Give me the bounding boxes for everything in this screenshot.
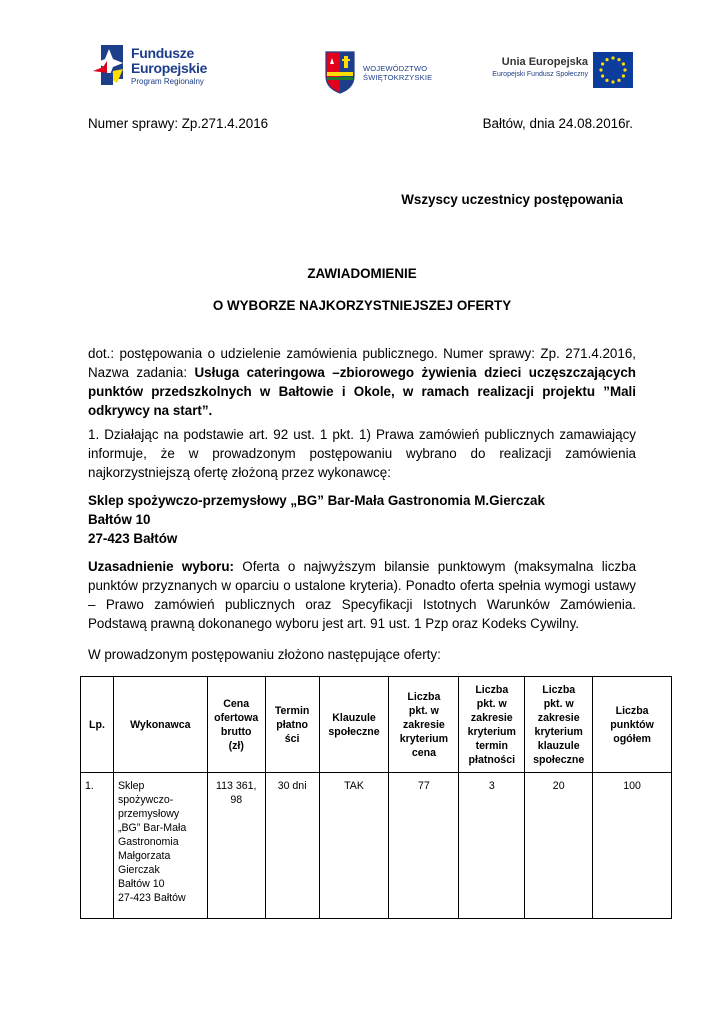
- cell-pts-social: 20: [525, 773, 593, 919]
- header-pts-price: [389, 677, 459, 773]
- justification-line2: punktów przyznanych w oparciu o ustalone kryteria). Ponadto oferta spełnia wymogi ustawy: [88, 578, 636, 593]
- header-pts-term-l1: Liczba: [475, 683, 509, 696]
- contractor-l1: Sklep: [117, 780, 145, 792]
- header-social-l2: społeczne: [328, 725, 380, 738]
- table-header-row: [81, 677, 672, 773]
- justification-line4: Podstawą prawną dokonanego wyboru jest art. 91 ust. 1 Pzp oraz Kodeks Cywilny.: [88, 616, 580, 631]
- notice-subtitle: O WYBORZE NAJKORZYSTNIEJSZEJ OFERTY: [212, 298, 512, 313]
- cell-pts-term: 3: [459, 773, 525, 919]
- sw-logo-line2: ŚWIĘTOKRZYSKIE: [363, 73, 433, 82]
- header-pts-term: [459, 677, 525, 773]
- header-term: [265, 677, 319, 773]
- cell-social: TAK: [319, 773, 389, 919]
- header-pts-term-l5: termin: [475, 739, 508, 752]
- price-l1: 113 361,: [215, 780, 257, 792]
- header-pts-total-l2: punktów: [610, 718, 654, 731]
- header-term-l1: Termin: [274, 704, 310, 717]
- header-pts-total: [593, 677, 672, 773]
- wojewodztwo-logo: [325, 50, 435, 96]
- price-l2: 98: [230, 794, 243, 806]
- header-pts-term-l3: zakresie: [470, 711, 513, 724]
- eu-logo-text: [478, 56, 588, 80]
- justification-paragraph: [88, 557, 636, 633]
- header-price-l4: (zł): [228, 739, 244, 752]
- contractor-l4: „BG” Bar-Mała: [117, 822, 187, 834]
- contractor-l6: Małgorzata: [117, 850, 171, 862]
- cell-contractor: [113, 773, 207, 919]
- header-pts-term-l2: pkt. w: [476, 697, 507, 710]
- task-name-label: Nazwa zadania:: [88, 365, 195, 380]
- header-contractor: Wykonawca: [113, 677, 207, 773]
- logo-bar: [88, 40, 633, 100]
- justification-label: Uzasadnienie wyboru:: [88, 559, 234, 574]
- point1-line2: informuje, że w prowadzonym postępowaniu wybrano do realizacji zamówienia: [88, 446, 636, 461]
- winner-block: [88, 491, 636, 548]
- point1-line3: najkorzystniejszą ofertę złożoną przez wykonawcę:: [88, 465, 391, 480]
- header-price: [207, 677, 265, 773]
- table-row: [81, 773, 672, 919]
- fe-logo-line3: Program Regionalny: [131, 77, 204, 86]
- fe-star-mark-icon: [93, 43, 127, 87]
- winner-name: Sklep spożywczo-przemysłowy „BG” Bar-Mała Gastronomia M.Gierczak: [88, 493, 545, 508]
- header-pts-social-l2: pkt. w: [543, 697, 574, 710]
- header-pts-social-l6: społeczne: [533, 753, 585, 766]
- sw-logo-line1: WOJEWÓDZTWO: [363, 64, 428, 73]
- addressee: Wszyscy uczestnicy postępowania: [401, 192, 623, 207]
- offers-intro: W prowadzonym postępowaniu złożono następujące oferty:: [88, 647, 441, 662]
- point1-paragraph: [88, 425, 636, 482]
- subject-line1: dot.: postępowania o udzielenie zamówienia publicznego. Numer sprawy: Zp. 271.4.2016,: [88, 346, 636, 361]
- fe-logo-text: [131, 46, 207, 88]
- contractor-l8: Bałtów 10: [117, 878, 165, 890]
- header-price-l3: brutto: [220, 725, 252, 738]
- header-lp: Lp.: [81, 677, 114, 773]
- place-date: Bałtów, dnia 24.08.2016r.: [482, 116, 633, 131]
- justification-line3: – Prawo zamówień publicznych oraz Specyfikacji Istotnych Warunków Zamówienia.: [88, 597, 636, 612]
- coat-of-arms-icon: [325, 50, 355, 94]
- case-number: Numer sprawy: Zp.271.4.2016: [88, 116, 269, 131]
- header-term-l3: ści: [284, 732, 300, 745]
- notice-title: ZAWIADOMIENIE: [307, 266, 417, 281]
- subject-line2: [88, 363, 636, 382]
- justification-line1: [88, 557, 636, 576]
- fe-logo-line1: Fundusze: [131, 45, 194, 61]
- justification-line1-rest: Oferta o najwyższym bilansie punktowym (maksymalna liczba: [233, 559, 637, 574]
- contractor-l3: przemysłowy: [117, 808, 180, 820]
- header-pts-social-l5: klauzule: [537, 739, 580, 752]
- eu-flag-icon: [593, 52, 633, 88]
- offers-table: [80, 676, 672, 919]
- unia-europejska-logo: [478, 50, 633, 90]
- header-pts-price-l5: cena: [411, 746, 436, 759]
- header-pts-price-l1: Liczba: [407, 690, 441, 703]
- task-name-part3: odkrywcy na start”.: [88, 403, 213, 418]
- header-social: [319, 677, 389, 773]
- cell-pts-price: 77: [389, 773, 459, 919]
- contractor-l2: spożywczo-: [117, 794, 174, 806]
- header-pts-social-l1: Liczba: [542, 683, 576, 696]
- header-pts-price-l3: zakresie: [402, 718, 445, 731]
- subject-paragraph: [88, 344, 636, 420]
- header-pts-social-l3: zakresie: [537, 711, 580, 724]
- fe-logo-line2: Europejskie: [131, 60, 208, 76]
- cell-price: [207, 773, 265, 919]
- header-pts-term-l4: kryterium: [467, 725, 516, 738]
- cell-pts-total: 100: [593, 773, 672, 919]
- eu-logo-line2: Europejski Fundusz Społeczny: [492, 71, 588, 78]
- task-name-part1: Usługa cateringowa –zbiorowego żywienia dzieci uczęszczających: [194, 365, 636, 380]
- point1-line1: 1. Działając na podstawie art. 92 ust. 1 pkt. 1) Prawa zamówień publicznych zamawiający: [88, 427, 636, 442]
- header-pts-total-l3: ogółem: [613, 732, 651, 745]
- header-price-l1: Cena: [223, 697, 250, 710]
- header-pts-total-l1: Liczba: [615, 704, 649, 717]
- header-price-l2: ofertowa: [214, 711, 259, 724]
- winner-postal: 27-423 Bałtów: [88, 531, 178, 546]
- header-pts-price-l4: kryterium: [399, 732, 449, 745]
- cell-term: 30 dni: [265, 773, 319, 919]
- header-term-l2: płatno: [276, 718, 309, 731]
- header-social-l1: Klauzule: [332, 711, 376, 724]
- cell-lp: 1.: [81, 773, 114, 919]
- contractor-l7: Gierczak: [117, 864, 160, 876]
- header-pts-social-l4: kryterium: [534, 725, 583, 738]
- header-pts-social: [525, 677, 593, 773]
- header-pts-price-l2: pkt. w: [408, 704, 439, 717]
- contractor-l9: 27-423 Bałtów: [117, 892, 186, 904]
- fundusze-europejskie-logo: [88, 40, 218, 100]
- contractor-l5: Gastronomia: [117, 836, 179, 848]
- eu-logo-line1: Unia Europejska: [501, 56, 588, 68]
- task-name-part2: punktów przedszkolnych w Bałtowie i Okole, w ramach realizacji projektu ”Mali: [88, 384, 636, 399]
- winner-street: Bałtów 10: [88, 512, 151, 527]
- wojewodztwo-logo-text: [363, 64, 432, 82]
- header-pts-term-l6: płatności: [468, 753, 516, 766]
